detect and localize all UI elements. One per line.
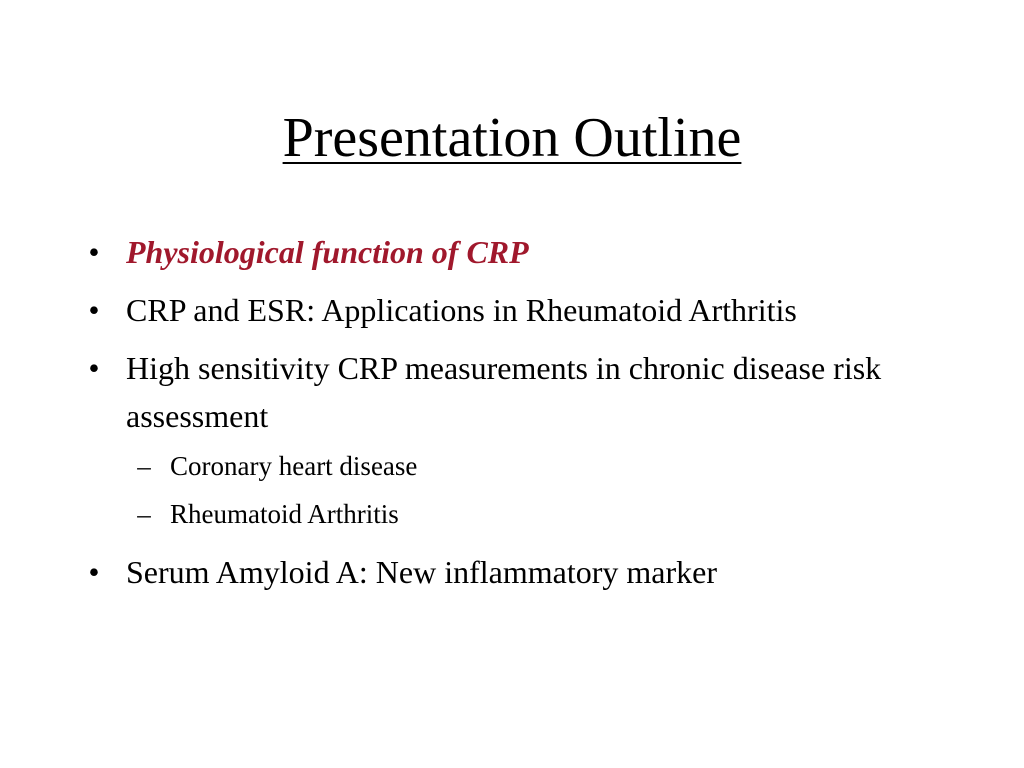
- bullet-item: [84, 228, 884, 276]
- subbullet-text: Coronary heart disease: [170, 451, 418, 481]
- bullet-list: [84, 228, 884, 606]
- bullet-marker: •: [88, 292, 100, 328]
- subbullet-item: [126, 490, 884, 538]
- bullet-item: [84, 548, 884, 596]
- bullet-text: CRP and ESR: Applications in Rheumatoid Arthritis: [126, 292, 797, 328]
- bullet-text: High sensitivity CRP measurements in chronic disease risk assessment: [126, 350, 882, 434]
- bullet-marker: •: [88, 554, 100, 590]
- subbullet-text: Rheumatoid Arthritis: [170, 499, 399, 529]
- subbullet-marker: –: [137, 499, 151, 529]
- slide-title: Presentation Outline: [282, 107, 742, 169]
- subbullet-marker: –: [137, 451, 151, 481]
- bullet-item: [84, 286, 884, 334]
- bullet-text: Physiological function of CRP: [126, 234, 529, 270]
- bullet-item: [84, 344, 884, 538]
- bullet-marker: •: [88, 234, 100, 270]
- subbullet-item: [126, 442, 884, 490]
- bullet-text: Serum Amyloid A: New inflammatory marker: [126, 554, 717, 590]
- bullet-marker: •: [88, 350, 100, 386]
- subbullet-list: [126, 442, 884, 538]
